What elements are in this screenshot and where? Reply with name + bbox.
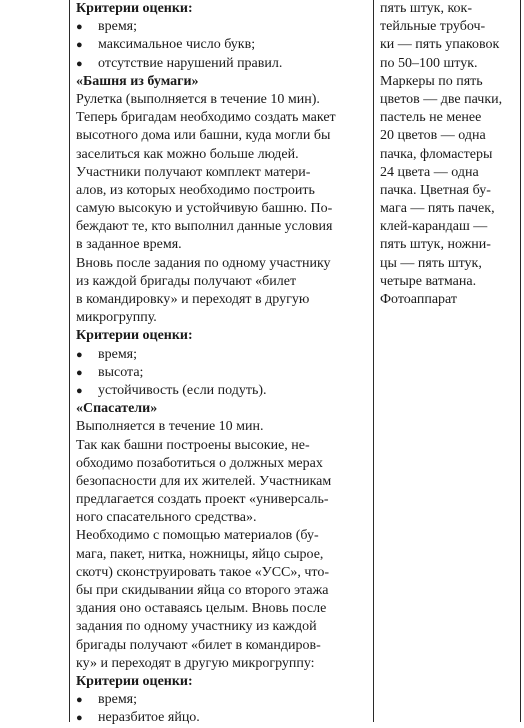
text-line: Фотоаппарат <box>380 292 458 307</box>
table-border-middle <box>373 0 374 722</box>
text-line: в командировку» и переходят в другую <box>76 292 310 307</box>
text-line: клей-карандаш — <box>380 219 488 235</box>
text-line: мага, пакет, нитка, ножницы, яйцо сырое, <box>76 546 324 562</box>
text-line: беждают те, кто выполнил данные условия <box>76 219 333 235</box>
bullet-icon: ● <box>76 57 83 70</box>
text-line: микрогруппу. <box>76 310 157 326</box>
bullet-icon: ● <box>76 39 83 52</box>
table-border-left <box>69 0 70 722</box>
text-line: Участники получают комплект матери- <box>76 164 311 180</box>
task-title: «Спасатели» <box>76 401 158 417</box>
text-line: Необходимо с помощью материалов (бу- <box>76 528 319 544</box>
text-line: четыре ватмана. <box>380 273 477 289</box>
text-line: ку» и переходят в другую микрогруппу: <box>76 655 315 671</box>
text-line: тейльные трубоч- <box>380 19 486 35</box>
text-line: ного спасательного средства». <box>76 510 257 526</box>
text-line: пять штук, ножни- <box>380 237 491 253</box>
bullet-icon: ● <box>76 21 83 34</box>
text-line: предлагается создать проект «универсаль- <box>76 492 329 508</box>
list-item: ● неразбитое яйцо. <box>76 709 368 727</box>
text-line: Выполняется в течение 10 мин. <box>76 419 264 435</box>
criteria-heading: Критерии оценки: <box>76 1 193 16</box>
criteria-heading: Критерии оценки: <box>76 673 193 689</box>
bullet-icon: ● <box>76 348 83 361</box>
task-title: «Башня из бумаги» <box>76 73 199 89</box>
activities-column <box>76 0 368 728</box>
list-item: ● устойчивость (если подуть). <box>76 382 368 400</box>
text-line: Рулетка (выполняется в течение 10 мин). <box>76 91 320 107</box>
text-line: заселиться как можно больше людей. <box>76 146 299 162</box>
text-line: Маркеры по пять <box>380 73 483 89</box>
text-line: пять штук, кок- <box>380 1 473 16</box>
text-line: обходимо позаботиться о должных мерах <box>76 455 323 471</box>
table-border-right <box>520 0 521 722</box>
text-line: по 50–100 штук. <box>380 55 478 71</box>
text-line: пастель не менее <box>380 110 482 126</box>
bullet-icon: ● <box>76 384 83 397</box>
list-item: ● максимальное число букв; <box>76 36 368 54</box>
text-line: Так как башни построены высокие, не- <box>76 437 310 453</box>
text-line: пачка, фломастеры <box>380 146 493 162</box>
text-line: самую высокую и устойчивую башню. По- <box>76 201 333 217</box>
text-line: ки — пять упаковок <box>380 37 500 53</box>
text-line: скотч) сконструировать такое «УСС», что- <box>76 564 330 580</box>
bullet-icon: ● <box>76 694 83 707</box>
materials-column <box>380 0 520 309</box>
text-line: высотного дома или башни, куда могли бы <box>76 128 331 144</box>
bullet-icon: ● <box>76 712 83 725</box>
text-line: в заданное время. <box>76 237 182 253</box>
text-line: Вновь после задания по одному участнику <box>76 255 331 271</box>
list-item: ● отсутствие нарушений правил. <box>76 55 368 73</box>
text-line: 24 цвета — одна <box>380 164 479 180</box>
text-line: мага — пять пачек, <box>380 201 495 217</box>
text-line: цы — пять штук, <box>380 255 482 271</box>
list-item: ● время; <box>76 18 368 36</box>
text-line: цветов — две пачки, <box>380 91 503 107</box>
list-item: ● высота; <box>76 364 368 382</box>
text-line: бы при скидывании яйца со второго этажа <box>76 583 329 598</box>
text-line: здания оно оставаясь целым. Вновь после <box>76 601 327 617</box>
bullet-icon: ● <box>76 366 83 379</box>
text-line: пачка. Цветная бу- <box>380 182 491 198</box>
text-line: задания по одному участнику из каждой <box>76 619 317 635</box>
text-line: из каждой бригады получают «билет <box>76 273 297 289</box>
text-line: безопасности для их жителей. Участникам <box>76 473 332 489</box>
text-line: алов, из которых необходимо построить <box>76 182 315 198</box>
list-item: ● время; <box>76 691 368 709</box>
criteria-heading: Критерии оценки: <box>76 328 193 344</box>
text-line: Теперь бригадам необходимо создать макет <box>76 110 336 126</box>
list-item: ● время; <box>76 346 368 364</box>
text-line: бригады получают «билет в командиров- <box>76 637 321 653</box>
text-line: 20 цветов — одна <box>380 128 486 144</box>
